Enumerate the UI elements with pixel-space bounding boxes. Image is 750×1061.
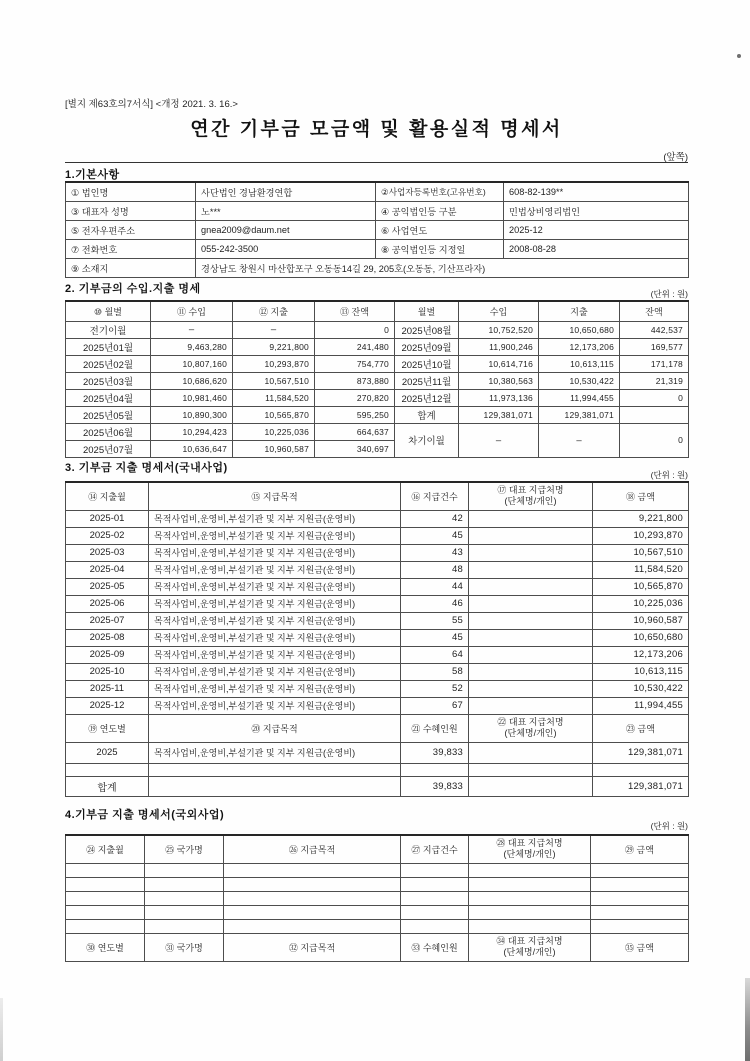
col-header-amount: ㉓ 금액 <box>593 714 689 742</box>
income-cell: 10,614,716 <box>459 355 539 372</box>
table-row <box>66 612 689 629</box>
col-header-amount: ⑱ 금액 <box>593 482 689 510</box>
expense-cell: 10,613,115 <box>539 355 620 372</box>
income-cell: – <box>459 423 539 457</box>
col-header-balance-2: 잔액 <box>620 301 689 321</box>
count-cell: 52 <box>401 680 469 697</box>
col-header-payee-line2: (단체명/개인) <box>504 496 557 507</box>
count-cell: 48 <box>401 561 469 578</box>
section-heading-foreign: 4.기부금 지출 명세서(국외사업) <box>65 809 225 821</box>
month-cell: 2025-07 <box>66 612 149 629</box>
col-header-purpose: ㉜ 지급목적 <box>224 933 401 961</box>
beneficiaries-cell <box>401 763 469 776</box>
balance-cell: 664,637 <box>315 423 395 440</box>
field-value-phone: 055-242-3500 <box>196 239 376 258</box>
expense-cell: – <box>233 321 315 338</box>
count-cell: 45 <box>401 629 469 646</box>
empty-cell <box>401 919 469 933</box>
count-cell: 55 <box>401 612 469 629</box>
empty-cell <box>224 863 401 877</box>
month-cell: 2025년12월 <box>395 389 459 406</box>
form-reference-note: [별지 제63호의7서식] <개정 2021. 3. 16.> <box>65 99 238 110</box>
col-header-expense: ⑫ 지출 <box>233 301 315 321</box>
amount-cell: 10,225,036 <box>593 595 689 612</box>
col-header-purpose: ⑳ 지급목적 <box>149 714 401 742</box>
balance-cell: 442,537 <box>620 321 689 338</box>
month-cell: 2025-12 <box>66 697 149 714</box>
balance-cell: 340,697 <box>315 440 395 457</box>
table-row <box>66 646 689 663</box>
field-label-biz-number: ②사업자등록번호(고유번호) <box>376 182 504 201</box>
income-cell: 10,890,300 <box>151 406 233 423</box>
amount-cell: 9,221,800 <box>593 510 689 527</box>
table-row <box>66 595 689 612</box>
purpose-cell <box>149 763 401 776</box>
balance-cell <box>620 406 689 423</box>
field-label-designation-date: ⑧ 공익법인등 지정일 <box>376 239 504 258</box>
month-cell: 2025년02월 <box>66 355 151 372</box>
table-row <box>66 629 689 646</box>
table-header-row <box>66 933 689 961</box>
expense-cell: 11,584,520 <box>233 389 315 406</box>
foreign-expense-table <box>65 834 689 962</box>
empty-cell <box>66 905 145 919</box>
col-header-count: ⑯ 지급건수 <box>401 482 469 510</box>
income-cell: 10,807,160 <box>151 355 233 372</box>
empty-cell <box>401 863 469 877</box>
expense-cell: 10,567,510 <box>233 372 315 389</box>
count-cell: 67 <box>401 697 469 714</box>
col-header-expense-month: ⑭ 지출월 <box>66 482 149 510</box>
payee-cell <box>469 527 593 544</box>
col-header-balance: ⑬ 잔액 <box>315 301 395 321</box>
month-cell: 2025년11월 <box>395 372 459 389</box>
income-cell: 129,381,071 <box>459 406 539 423</box>
page-side-label: (앞쪽) <box>663 152 688 163</box>
amount-cell: 129,381,071 <box>593 742 689 763</box>
scan-edge-artifact <box>0 998 3 1061</box>
table-row <box>66 763 689 776</box>
table-row <box>66 663 689 680</box>
income-cell: 10,380,563 <box>459 372 539 389</box>
payee-cell <box>469 697 593 714</box>
field-label-biz-year: ⑥ 사업연도 <box>376 220 504 239</box>
expense-cell: 10,530,422 <box>539 372 620 389</box>
table-row <box>66 544 689 561</box>
empty-cell <box>224 905 401 919</box>
month-cell: 2025년04월 <box>66 389 151 406</box>
col-header-payee <box>469 835 591 863</box>
col-header-payee <box>469 714 593 742</box>
table-header-row <box>66 714 689 742</box>
empty-cell <box>145 877 224 891</box>
total-label-cell: 합계 <box>395 406 459 423</box>
payee-cell <box>469 595 593 612</box>
field-value-org-type: 민법상비영리법인 <box>504 201 689 220</box>
year-cell <box>66 763 149 776</box>
purpose-cell: 목적사업비,운영비,부설기관 및 지부 지원금(운영비) <box>149 629 401 646</box>
purpose-cell <box>149 776 401 796</box>
col-header-payee <box>469 482 593 510</box>
donation-inout-table <box>65 300 689 458</box>
amount-cell: 10,565,870 <box>593 578 689 595</box>
balance-cell: 595,250 <box>315 406 395 423</box>
col-header-payee-line1: ㉒ 대표 지급처명 <box>497 716 564 727</box>
empty-cell <box>591 863 689 877</box>
month-cell: 2025-08 <box>66 629 149 646</box>
purpose-cell: 목적사업비,운영비,부설기관 및 지부 지원금(운영비) <box>149 680 401 697</box>
month-cell: 2025년08월 <box>395 321 459 338</box>
payee-cell <box>469 510 593 527</box>
col-header-purpose: ㉖ 지급목적 <box>224 835 401 863</box>
month-cell: 2025-10 <box>66 663 149 680</box>
purpose-cell: 목적사업비,운영비,부설기관 및 지부 지원금(운영비) <box>149 742 401 763</box>
beneficiaries-cell: 39,833 <box>401 742 469 763</box>
col-header-payee-line2: (단체명/개인) <box>503 849 556 860</box>
scan-edge-artifact <box>745 978 750 1061</box>
col-header-income-2: 수입 <box>459 301 539 321</box>
table-row <box>66 220 689 239</box>
empty-cell <box>591 891 689 905</box>
table-row <box>66 182 689 201</box>
table-row <box>66 239 689 258</box>
month-cell: 2025년05월 <box>66 406 151 423</box>
expense-cell: 129,381,071 <box>539 406 620 423</box>
basic-info-table <box>65 181 689 278</box>
expense-cell: 9,221,800 <box>233 338 315 355</box>
count-cell: 42 <box>401 510 469 527</box>
table-row <box>66 891 689 905</box>
payee-cell <box>469 680 593 697</box>
purpose-cell: 목적사업비,운영비,부설기관 및 지부 지원금(운영비) <box>149 612 401 629</box>
payee-cell <box>469 742 593 763</box>
income-cell: 10,752,520 <box>459 321 539 338</box>
table-row <box>66 258 689 277</box>
empty-cell <box>66 891 145 905</box>
month-cell: 전기이월 <box>66 321 151 338</box>
payee-cell <box>469 578 593 595</box>
balance-cell: 171,178 <box>620 355 689 372</box>
col-header-beneficiaries: ㉑ 수혜인원 <box>401 714 469 742</box>
table-row <box>66 578 689 595</box>
empty-cell <box>591 905 689 919</box>
count-cell: 44 <box>401 578 469 595</box>
empty-cell <box>145 891 224 905</box>
amount-cell: 10,293,870 <box>593 527 689 544</box>
section-heading-inout: 2. 기부금의 수입.지출 명세 <box>65 283 201 295</box>
field-label-address: ⑨ 소재지 <box>66 258 196 277</box>
table-row <box>66 877 689 891</box>
col-header-country: ㉕ 국가명 <box>145 835 224 863</box>
amount-cell: 129,381,071 <box>593 776 689 796</box>
balance-cell: 0 <box>620 423 689 457</box>
table-row <box>66 372 689 389</box>
purpose-cell: 목적사업비,운영비,부설기관 및 지부 지원금(운영비) <box>149 561 401 578</box>
expense-cell: 10,650,680 <box>539 321 620 338</box>
field-value-biz-number: 608-82-139** <box>504 182 689 201</box>
beneficiaries-cell: 39,833 <box>401 776 469 796</box>
payee-cell <box>469 544 593 561</box>
month-cell: 2025년10월 <box>395 355 459 372</box>
balance-cell: 21,319 <box>620 372 689 389</box>
empty-cell <box>469 891 591 905</box>
table-row <box>66 863 689 877</box>
empty-cell <box>66 919 145 933</box>
carryover-label-cell: 차기이월 <box>395 423 459 457</box>
table-header-row <box>66 482 689 510</box>
payee-cell <box>469 612 593 629</box>
count-cell: 45 <box>401 527 469 544</box>
income-cell: 10,686,620 <box>151 372 233 389</box>
empty-cell <box>66 863 145 877</box>
balance-cell: 241,480 <box>315 338 395 355</box>
table-row <box>66 510 689 527</box>
col-header-income: ⑪ 수입 <box>151 301 233 321</box>
page-title: 연간 기부금 모금액 및 활용실적 명세서 <box>190 119 563 140</box>
year-cell: 2025 <box>66 742 149 763</box>
domestic-expense-table <box>65 481 689 797</box>
field-label-representative: ③ 대표자 성명 <box>66 201 196 220</box>
field-value-biz-year: 2025-12 <box>504 220 689 239</box>
month-cell: 2025-02 <box>66 527 149 544</box>
field-value-address: 경상남도 창원시 마산합포구 오동동14길 29, 205호(오동동, 기산프라자) <box>196 258 689 277</box>
expense-cell: 12,173,206 <box>539 338 620 355</box>
empty-cell <box>145 905 224 919</box>
payee-cell <box>469 663 593 680</box>
month-cell: 2025-01 <box>66 510 149 527</box>
expense-cell: 10,225,036 <box>233 423 315 440</box>
amount-cell: 10,613,115 <box>593 663 689 680</box>
field-value-representative: 노*** <box>196 201 376 220</box>
amount-cell: 10,530,422 <box>593 680 689 697</box>
col-header-expense-2: 지출 <box>539 301 620 321</box>
expense-cell: 10,565,870 <box>233 406 315 423</box>
expense-cell: – <box>539 423 620 457</box>
empty-cell <box>591 877 689 891</box>
col-header-month: ⑩ 월별 <box>66 301 151 321</box>
empty-cell <box>224 877 401 891</box>
section-heading-domestic: 3. 기부금 지출 명세서(국내사업) <box>65 462 228 474</box>
balance-cell: 873,880 <box>315 372 395 389</box>
table-row <box>66 423 689 440</box>
empty-cell <box>469 863 591 877</box>
unit-label: (단위 : 원) <box>650 289 688 299</box>
scan-speck <box>737 54 741 58</box>
month-cell: 2025-11 <box>66 680 149 697</box>
field-label-org-type: ④ 공익법인등 구분 <box>376 201 504 220</box>
field-value-corp-name: 사단법인 경남환경연합 <box>196 182 376 201</box>
table-header-row <box>66 835 689 863</box>
amount-cell: 10,650,680 <box>593 629 689 646</box>
count-cell: 64 <box>401 646 469 663</box>
count-cell: 43 <box>401 544 469 561</box>
table-total-row <box>66 776 689 796</box>
table-row <box>66 321 689 338</box>
col-header-country: ㉛ 국가명 <box>145 933 224 961</box>
col-header-month-2: 월별 <box>395 301 459 321</box>
empty-cell <box>145 863 224 877</box>
table-row <box>66 680 689 697</box>
expense-cell: 10,960,587 <box>233 440 315 457</box>
income-cell: 11,973,136 <box>459 389 539 406</box>
payee-cell <box>469 629 593 646</box>
table-row <box>66 338 689 355</box>
balance-cell: 270,820 <box>315 389 395 406</box>
income-cell: 11,900,246 <box>459 338 539 355</box>
month-cell: 2025년01월 <box>66 338 151 355</box>
purpose-cell: 목적사업비,운영비,부설기관 및 지부 지원금(운영비) <box>149 578 401 595</box>
month-cell: 2025년09월 <box>395 338 459 355</box>
table-row <box>66 406 689 423</box>
income-cell: – <box>151 321 233 338</box>
income-cell: 10,636,647 <box>151 440 233 457</box>
field-value-email: gnea2009@daum.net <box>196 220 376 239</box>
table-row <box>66 561 689 578</box>
field-label-corp-name: ① 법인명 <box>66 182 196 201</box>
table-row <box>66 355 689 372</box>
payee-cell <box>469 646 593 663</box>
payee-cell <box>469 763 593 776</box>
amount-cell: 10,567,510 <box>593 544 689 561</box>
purpose-cell: 목적사업비,운영비,부설기관 및 지부 지원금(운영비) <box>149 510 401 527</box>
table-row <box>66 697 689 714</box>
expense-cell: 10,293,870 <box>233 355 315 372</box>
month-cell: 2025-03 <box>66 544 149 561</box>
col-header-payee-line1: ㉘ 대표 지급처명 <box>496 838 563 848</box>
col-header-payee-line2: (단체명/개인) <box>503 947 556 957</box>
empty-cell <box>224 919 401 933</box>
table-row <box>66 527 689 544</box>
count-cell: 46 <box>401 595 469 612</box>
col-header-year: ㉚ 연도별 <box>66 933 145 961</box>
balance-cell: 754,770 <box>315 355 395 372</box>
income-cell: 10,294,423 <box>151 423 233 440</box>
amount-cell: 12,173,206 <box>593 646 689 663</box>
income-cell: 10,981,460 <box>151 389 233 406</box>
purpose-cell: 목적사업비,운영비,부설기관 및 지부 지원금(운영비) <box>149 697 401 714</box>
col-header-payee-line2: (단체명/개인) <box>504 728 557 738</box>
count-cell: 58 <box>401 663 469 680</box>
table-row <box>66 905 689 919</box>
empty-cell <box>401 891 469 905</box>
purpose-cell: 목적사업비,운영비,부설기관 및 지부 지원금(운영비) <box>149 527 401 544</box>
field-label-email: ⑤ 전자우편주소 <box>66 220 196 239</box>
table-row <box>66 919 689 933</box>
purpose-cell: 목적사업비,운영비,부설기관 및 지부 지원금(운영비) <box>149 544 401 561</box>
empty-cell <box>591 919 689 933</box>
month-cell: 2025-04 <box>66 561 149 578</box>
col-header-year: ⑲ 연도별 <box>66 714 149 742</box>
amount-cell: 10,960,587 <box>593 612 689 629</box>
col-header-payee-line1: ⑰ 대표 지급처명 <box>497 485 564 495</box>
table-row <box>66 742 689 763</box>
month-cell: 2025-09 <box>66 646 149 663</box>
col-header-payee <box>469 933 591 961</box>
empty-cell <box>469 919 591 933</box>
col-header-expense-month: ㉔ 지출월 <box>66 835 145 863</box>
amount-cell: 11,994,455 <box>593 697 689 714</box>
amount-cell <box>593 763 689 776</box>
month-cell: 2025-06 <box>66 595 149 612</box>
balance-cell: 169,577 <box>620 338 689 355</box>
unit-label: (단위 : 원) <box>650 821 688 831</box>
empty-cell <box>66 877 145 891</box>
month-cell: 2025년06월 <box>66 423 151 440</box>
purpose-cell: 목적사업비,운영비,부설기관 및 지부 지원금(운영비) <box>149 646 401 663</box>
col-header-amount: ㉟ 금액 <box>591 933 689 961</box>
purpose-cell: 목적사업비,운영비,부설기관 및 지부 지원금(운영비) <box>149 663 401 680</box>
empty-cell <box>469 905 591 919</box>
payee-cell <box>469 776 593 796</box>
month-cell: 2025년07월 <box>66 440 151 457</box>
divider <box>65 162 688 163</box>
payee-cell <box>469 561 593 578</box>
col-header-beneficiaries: ㉝ 수혜인원 <box>401 933 469 961</box>
empty-cell <box>401 905 469 919</box>
purpose-cell: 목적사업비,운영비,부설기관 및 지부 지원금(운영비) <box>149 595 401 612</box>
table-header-row <box>66 301 689 321</box>
col-header-purpose: ⑮ 지급목적 <box>149 482 401 510</box>
balance-cell: 0 <box>315 321 395 338</box>
unit-label: (단위 : 원) <box>650 470 688 480</box>
empty-cell <box>224 891 401 905</box>
field-label-phone: ⑦ 전화번호 <box>66 239 196 258</box>
month-cell: 2025-05 <box>66 578 149 595</box>
col-header-count: ㉗ 지급건수 <box>401 835 469 863</box>
expense-cell: 11,994,455 <box>539 389 620 406</box>
col-header-amount: ㉙ 금액 <box>591 835 689 863</box>
table-row <box>66 201 689 220</box>
balance-cell: 0 <box>620 389 689 406</box>
amount-cell: 11,584,520 <box>593 561 689 578</box>
field-value-designation-date: 2008-08-28 <box>504 239 689 258</box>
total-label-cell: 합계 <box>66 776 149 796</box>
income-cell: 9,463,280 <box>151 338 233 355</box>
empty-cell <box>469 877 591 891</box>
col-header-payee-line1: ㉞ 대표 지급처명 <box>496 935 563 946</box>
empty-cell <box>401 877 469 891</box>
table-row <box>66 389 689 406</box>
section-heading-basic: 1.기본사항 <box>65 169 120 181</box>
month-cell: 2025년03월 <box>66 372 151 389</box>
empty-cell <box>145 919 224 933</box>
